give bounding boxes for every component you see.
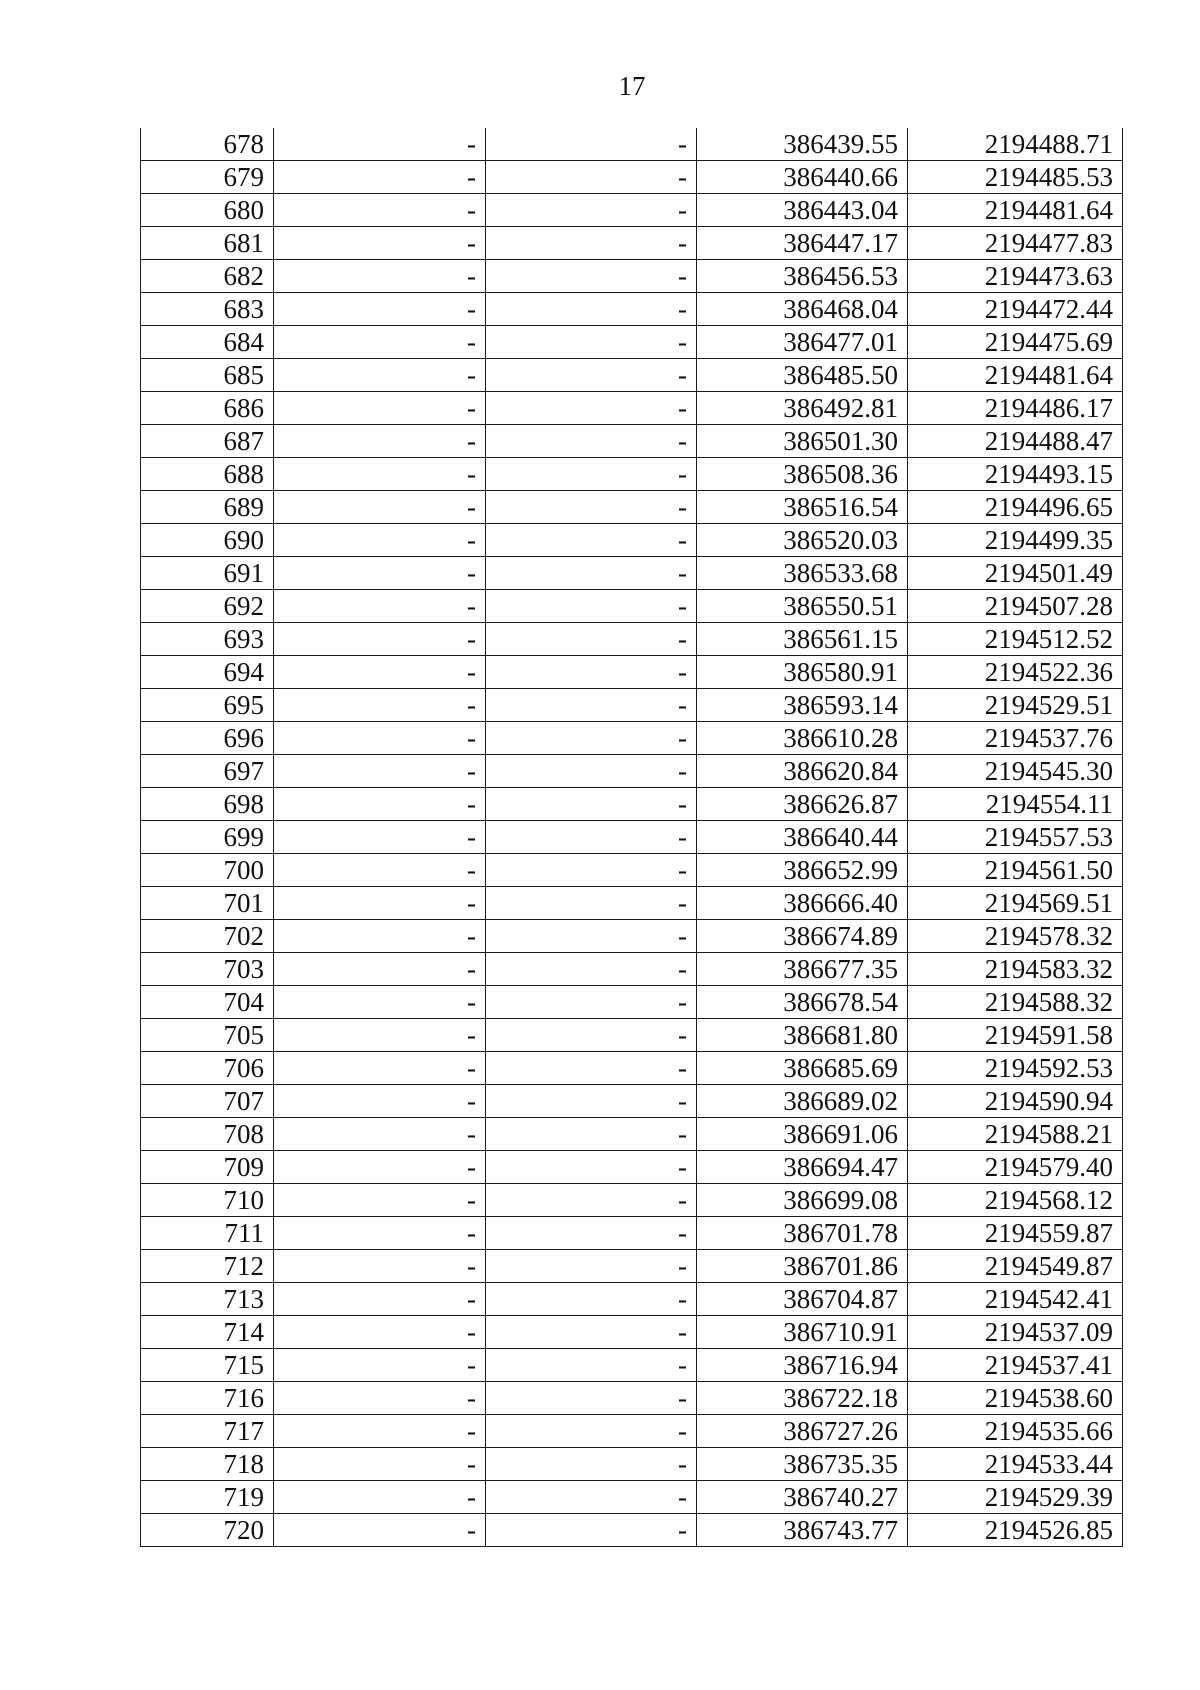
x-coordinate-cell: 386743.77	[697, 1514, 908, 1547]
blank-cell-a: -	[274, 1316, 486, 1349]
point-number-cell: 690	[141, 524, 274, 557]
blank-cell-a: -	[274, 689, 486, 722]
x-coordinate-cell: 386520.03	[697, 524, 908, 557]
x-coordinate-cell: 386477.01	[697, 326, 908, 359]
table-row	[141, 1184, 1123, 1217]
y-coordinate-cell: 2194496.65	[908, 491, 1123, 524]
x-coordinate-cell: 386727.26	[697, 1415, 908, 1448]
y-coordinate-cell: 2194529.51	[908, 689, 1123, 722]
y-coordinate-cell: 2194481.64	[908, 194, 1123, 227]
table-row	[141, 128, 1123, 161]
point-number-cell: 691	[141, 557, 274, 590]
table-row	[141, 524, 1123, 557]
point-number-cell: 678	[141, 128, 274, 161]
x-coordinate-cell: 386694.47	[697, 1151, 908, 1184]
blank-cell-b: -	[486, 755, 697, 788]
blank-cell-b: -	[486, 326, 697, 359]
y-coordinate-cell: 2194588.32	[908, 986, 1123, 1019]
blank-cell-b: -	[486, 128, 697, 161]
y-coordinate-cell: 2194533.44	[908, 1448, 1123, 1481]
y-coordinate-cell: 2194499.35	[908, 524, 1123, 557]
blank-cell-a: -	[274, 1184, 486, 1217]
blank-cell-a: -	[274, 1019, 486, 1052]
table-row	[141, 1250, 1123, 1283]
blank-cell-b: -	[486, 1052, 697, 1085]
blank-cell-a: -	[274, 1151, 486, 1184]
table-row	[141, 161, 1123, 194]
x-coordinate-cell: 386674.89	[697, 920, 908, 953]
x-coordinate-cell: 386710.91	[697, 1316, 908, 1349]
x-coordinate-cell: 386516.54	[697, 491, 908, 524]
coordinates-table-body	[141, 128, 1123, 1547]
blank-cell-a: -	[274, 788, 486, 821]
table-row	[141, 623, 1123, 656]
blank-cell-b: -	[486, 227, 697, 260]
blank-cell-a: -	[274, 1283, 486, 1316]
blank-cell-a: -	[274, 524, 486, 557]
y-coordinate-cell: 2194559.87	[908, 1217, 1123, 1250]
blank-cell-b: -	[486, 590, 697, 623]
blank-cell-a: -	[274, 293, 486, 326]
table-row	[141, 1052, 1123, 1085]
blank-cell-b: -	[486, 392, 697, 425]
x-coordinate-cell: 386735.35	[697, 1448, 908, 1481]
blank-cell-a: -	[274, 557, 486, 590]
blank-cell-b: -	[486, 1151, 697, 1184]
point-number-cell: 703	[141, 953, 274, 986]
x-coordinate-cell: 386626.87	[697, 788, 908, 821]
blank-cell-a: -	[274, 986, 486, 1019]
y-coordinate-cell: 2194538.60	[908, 1382, 1123, 1415]
x-coordinate-cell: 386533.68	[697, 557, 908, 590]
blank-cell-b: -	[486, 623, 697, 656]
point-number-cell: 695	[141, 689, 274, 722]
x-coordinate-cell: 386501.30	[697, 425, 908, 458]
blank-cell-b: -	[486, 1019, 697, 1052]
blank-cell-a: -	[274, 1415, 486, 1448]
x-coordinate-cell: 386689.02	[697, 1085, 908, 1118]
point-number-cell: 688	[141, 458, 274, 491]
table-row	[141, 359, 1123, 392]
y-coordinate-cell: 2194545.30	[908, 755, 1123, 788]
x-coordinate-cell: 386468.04	[697, 293, 908, 326]
blank-cell-b: -	[486, 260, 697, 293]
blank-cell-a: -	[274, 227, 486, 260]
blank-cell-b: -	[486, 854, 697, 887]
point-number-cell: 686	[141, 392, 274, 425]
point-number-cell: 708	[141, 1118, 274, 1151]
y-coordinate-cell: 2194542.41	[908, 1283, 1123, 1316]
y-coordinate-cell: 2194526.85	[908, 1514, 1123, 1547]
table-row	[141, 1019, 1123, 1052]
table-row	[141, 1316, 1123, 1349]
point-number-cell: 681	[141, 227, 274, 260]
table-row	[141, 1415, 1123, 1448]
table-row	[141, 1151, 1123, 1184]
point-number-cell: 704	[141, 986, 274, 1019]
blank-cell-b: -	[486, 887, 697, 920]
blank-cell-b: -	[486, 1514, 697, 1547]
x-coordinate-cell: 386701.78	[697, 1217, 908, 1250]
blank-cell-a: -	[274, 1052, 486, 1085]
table-row	[141, 260, 1123, 293]
y-coordinate-cell: 2194507.28	[908, 590, 1123, 623]
blank-cell-b: -	[486, 194, 697, 227]
table-row	[141, 986, 1123, 1019]
table-row	[141, 1349, 1123, 1382]
point-number-cell: 706	[141, 1052, 274, 1085]
point-number-cell: 719	[141, 1481, 274, 1514]
blank-cell-a: -	[274, 590, 486, 623]
blank-cell-b: -	[486, 293, 697, 326]
point-number-cell: 685	[141, 359, 274, 392]
blank-cell-b: -	[486, 1085, 697, 1118]
blank-cell-a: -	[274, 1448, 486, 1481]
y-coordinate-cell: 2194578.32	[908, 920, 1123, 953]
y-coordinate-cell: 2194472.44	[908, 293, 1123, 326]
blank-cell-a: -	[274, 1217, 486, 1250]
table-row	[141, 194, 1123, 227]
point-number-cell: 697	[141, 755, 274, 788]
table-row	[141, 788, 1123, 821]
y-coordinate-cell: 2194591.58	[908, 1019, 1123, 1052]
blank-cell-b: -	[486, 425, 697, 458]
x-coordinate-cell: 386439.55	[697, 128, 908, 161]
point-number-cell: 715	[141, 1349, 274, 1382]
point-number-cell: 683	[141, 293, 274, 326]
x-coordinate-cell: 386492.81	[697, 392, 908, 425]
blank-cell-b: -	[486, 953, 697, 986]
y-coordinate-cell: 2194588.21	[908, 1118, 1123, 1151]
point-number-cell: 720	[141, 1514, 274, 1547]
blank-cell-a: -	[274, 194, 486, 227]
blank-cell-b: -	[486, 1316, 697, 1349]
blank-cell-a: -	[274, 128, 486, 161]
blank-cell-b: -	[486, 359, 697, 392]
y-coordinate-cell: 2194579.40	[908, 1151, 1123, 1184]
point-number-cell: 707	[141, 1085, 274, 1118]
table-row	[141, 1283, 1123, 1316]
x-coordinate-cell: 386620.84	[697, 755, 908, 788]
point-number-cell: 687	[141, 425, 274, 458]
x-coordinate-cell: 386652.99	[697, 854, 908, 887]
blank-cell-a: -	[274, 425, 486, 458]
blank-cell-a: -	[274, 887, 486, 920]
x-coordinate-cell: 386640.44	[697, 821, 908, 854]
x-coordinate-cell: 386456.53	[697, 260, 908, 293]
blank-cell-a: -	[274, 1085, 486, 1118]
blank-cell-a: -	[274, 326, 486, 359]
point-number-cell: 689	[141, 491, 274, 524]
x-coordinate-cell: 386740.27	[697, 1481, 908, 1514]
blank-cell-b: -	[486, 1118, 697, 1151]
blank-cell-b: -	[486, 458, 697, 491]
y-coordinate-cell: 2194537.76	[908, 722, 1123, 755]
x-coordinate-cell: 386704.87	[697, 1283, 908, 1316]
y-coordinate-cell: 2194501.49	[908, 557, 1123, 590]
table-row	[141, 326, 1123, 359]
x-coordinate-cell: 386681.80	[697, 1019, 908, 1052]
coordinates-table	[140, 128, 1123, 1547]
coordinates-table-container	[140, 128, 1122, 1547]
x-coordinate-cell: 386691.06	[697, 1118, 908, 1151]
table-row	[141, 1382, 1123, 1415]
table-row	[141, 1217, 1123, 1250]
y-coordinate-cell: 2194590.94	[908, 1085, 1123, 1118]
x-coordinate-cell: 386580.91	[697, 656, 908, 689]
point-number-cell: 705	[141, 1019, 274, 1052]
y-coordinate-cell: 2194537.41	[908, 1349, 1123, 1382]
table-row	[141, 227, 1123, 260]
table-row	[141, 1448, 1123, 1481]
blank-cell-b: -	[486, 1283, 697, 1316]
table-row	[141, 1514, 1123, 1547]
table-row	[141, 1481, 1123, 1514]
blank-cell-a: -	[274, 392, 486, 425]
blank-cell-a: -	[274, 656, 486, 689]
x-coordinate-cell: 386550.51	[697, 590, 908, 623]
x-coordinate-cell: 386443.04	[697, 194, 908, 227]
y-coordinate-cell: 2194473.63	[908, 260, 1123, 293]
blank-cell-b: -	[486, 1217, 697, 1250]
point-number-cell: 682	[141, 260, 274, 293]
x-coordinate-cell: 386508.36	[697, 458, 908, 491]
x-coordinate-cell: 386666.40	[697, 887, 908, 920]
y-coordinate-cell: 2194537.09	[908, 1316, 1123, 1349]
blank-cell-b: -	[486, 986, 697, 1019]
blank-cell-b: -	[486, 689, 697, 722]
y-coordinate-cell: 2194486.17	[908, 392, 1123, 425]
point-number-cell: 709	[141, 1151, 274, 1184]
blank-cell-a: -	[274, 953, 486, 986]
blank-cell-a: -	[274, 821, 486, 854]
y-coordinate-cell: 2194481.64	[908, 359, 1123, 392]
x-coordinate-cell: 386440.66	[697, 161, 908, 194]
y-coordinate-cell: 2194512.52	[908, 623, 1123, 656]
point-number-cell: 679	[141, 161, 274, 194]
y-coordinate-cell: 2194557.53	[908, 821, 1123, 854]
point-number-cell: 710	[141, 1184, 274, 1217]
blank-cell-b: -	[486, 1184, 697, 1217]
x-coordinate-cell: 386699.08	[697, 1184, 908, 1217]
table-row	[141, 392, 1123, 425]
y-coordinate-cell: 2194477.83	[908, 227, 1123, 260]
y-coordinate-cell: 2194485.53	[908, 161, 1123, 194]
y-coordinate-cell: 2194554.11	[908, 788, 1123, 821]
table-row	[141, 821, 1123, 854]
table-row	[141, 1085, 1123, 1118]
blank-cell-a: -	[274, 260, 486, 293]
table-row	[141, 491, 1123, 524]
y-coordinate-cell: 2194561.50	[908, 854, 1123, 887]
x-coordinate-cell: 386485.50	[697, 359, 908, 392]
blank-cell-a: -	[274, 854, 486, 887]
y-coordinate-cell: 2194568.12	[908, 1184, 1123, 1217]
blank-cell-a: -	[274, 920, 486, 953]
table-row	[141, 425, 1123, 458]
blank-cell-a: -	[274, 623, 486, 656]
point-number-cell: 684	[141, 326, 274, 359]
x-coordinate-cell: 386716.94	[697, 1349, 908, 1382]
point-number-cell: 716	[141, 1382, 274, 1415]
table-row	[141, 953, 1123, 986]
blank-cell-a: -	[274, 359, 486, 392]
point-number-cell: 713	[141, 1283, 274, 1316]
table-row	[141, 887, 1123, 920]
point-number-cell: 701	[141, 887, 274, 920]
table-row	[141, 590, 1123, 623]
point-number-cell: 717	[141, 1415, 274, 1448]
blank-cell-a: -	[274, 458, 486, 491]
blank-cell-b: -	[486, 161, 697, 194]
blank-cell-b: -	[486, 1448, 697, 1481]
point-number-cell: 694	[141, 656, 274, 689]
blank-cell-a: -	[274, 1250, 486, 1283]
x-coordinate-cell: 386677.35	[697, 953, 908, 986]
blank-cell-b: -	[486, 491, 697, 524]
blank-cell-b: -	[486, 1481, 697, 1514]
point-number-cell: 700	[141, 854, 274, 887]
blank-cell-a: -	[274, 722, 486, 755]
y-coordinate-cell: 2194592.53	[908, 1052, 1123, 1085]
point-number-cell: 718	[141, 1448, 274, 1481]
blank-cell-b: -	[486, 722, 697, 755]
blank-cell-a: -	[274, 1382, 486, 1415]
point-number-cell: 692	[141, 590, 274, 623]
y-coordinate-cell: 2194493.15	[908, 458, 1123, 491]
y-coordinate-cell: 2194569.51	[908, 887, 1123, 920]
blank-cell-b: -	[486, 1382, 697, 1415]
point-number-cell: 680	[141, 194, 274, 227]
table-row	[141, 656, 1123, 689]
table-row	[141, 1118, 1123, 1151]
y-coordinate-cell: 2194529.39	[908, 1481, 1123, 1514]
y-coordinate-cell: 2194488.71	[908, 128, 1123, 161]
point-number-cell: 699	[141, 821, 274, 854]
blank-cell-b: -	[486, 557, 697, 590]
blank-cell-a: -	[274, 491, 486, 524]
x-coordinate-cell: 386610.28	[697, 722, 908, 755]
point-number-cell: 714	[141, 1316, 274, 1349]
x-coordinate-cell: 386722.18	[697, 1382, 908, 1415]
y-coordinate-cell: 2194535.66	[908, 1415, 1123, 1448]
table-row	[141, 458, 1123, 491]
point-number-cell: 702	[141, 920, 274, 953]
blank-cell-a: -	[274, 755, 486, 788]
point-number-cell: 698	[141, 788, 274, 821]
x-coordinate-cell: 386685.69	[697, 1052, 908, 1085]
blank-cell-b: -	[486, 920, 697, 953]
x-coordinate-cell: 386593.14	[697, 689, 908, 722]
blank-cell-b: -	[486, 1415, 697, 1448]
blank-cell-b: -	[486, 1250, 697, 1283]
page-number: 17	[618, 71, 646, 101]
blank-cell-a: -	[274, 1349, 486, 1382]
blank-cell-a: -	[274, 1514, 486, 1547]
blank-cell-a: -	[274, 1118, 486, 1151]
blank-cell-b: -	[486, 788, 697, 821]
table-row	[141, 920, 1123, 953]
x-coordinate-cell: 386701.86	[697, 1250, 908, 1283]
x-coordinate-cell: 386447.17	[697, 227, 908, 260]
point-number-cell: 712	[141, 1250, 274, 1283]
x-coordinate-cell: 386561.15	[697, 623, 908, 656]
blank-cell-a: -	[274, 1481, 486, 1514]
y-coordinate-cell: 2194549.87	[908, 1250, 1123, 1283]
y-coordinate-cell: 2194583.32	[908, 953, 1123, 986]
y-coordinate-cell: 2194488.47	[908, 425, 1123, 458]
blank-cell-b: -	[486, 1349, 697, 1382]
point-number-cell: 696	[141, 722, 274, 755]
table-row	[141, 755, 1123, 788]
table-row	[141, 557, 1123, 590]
table-row	[141, 722, 1123, 755]
table-row	[141, 689, 1123, 722]
blank-cell-b: -	[486, 821, 697, 854]
blank-cell-b: -	[486, 524, 697, 557]
x-coordinate-cell: 386678.54	[697, 986, 908, 1019]
blank-cell-b: -	[486, 656, 697, 689]
y-coordinate-cell: 2194522.36	[908, 656, 1123, 689]
point-number-cell: 711	[141, 1217, 274, 1250]
point-number-cell: 693	[141, 623, 274, 656]
table-row	[141, 854, 1123, 887]
blank-cell-a: -	[274, 161, 486, 194]
y-coordinate-cell: 2194475.69	[908, 326, 1123, 359]
table-row	[141, 293, 1123, 326]
